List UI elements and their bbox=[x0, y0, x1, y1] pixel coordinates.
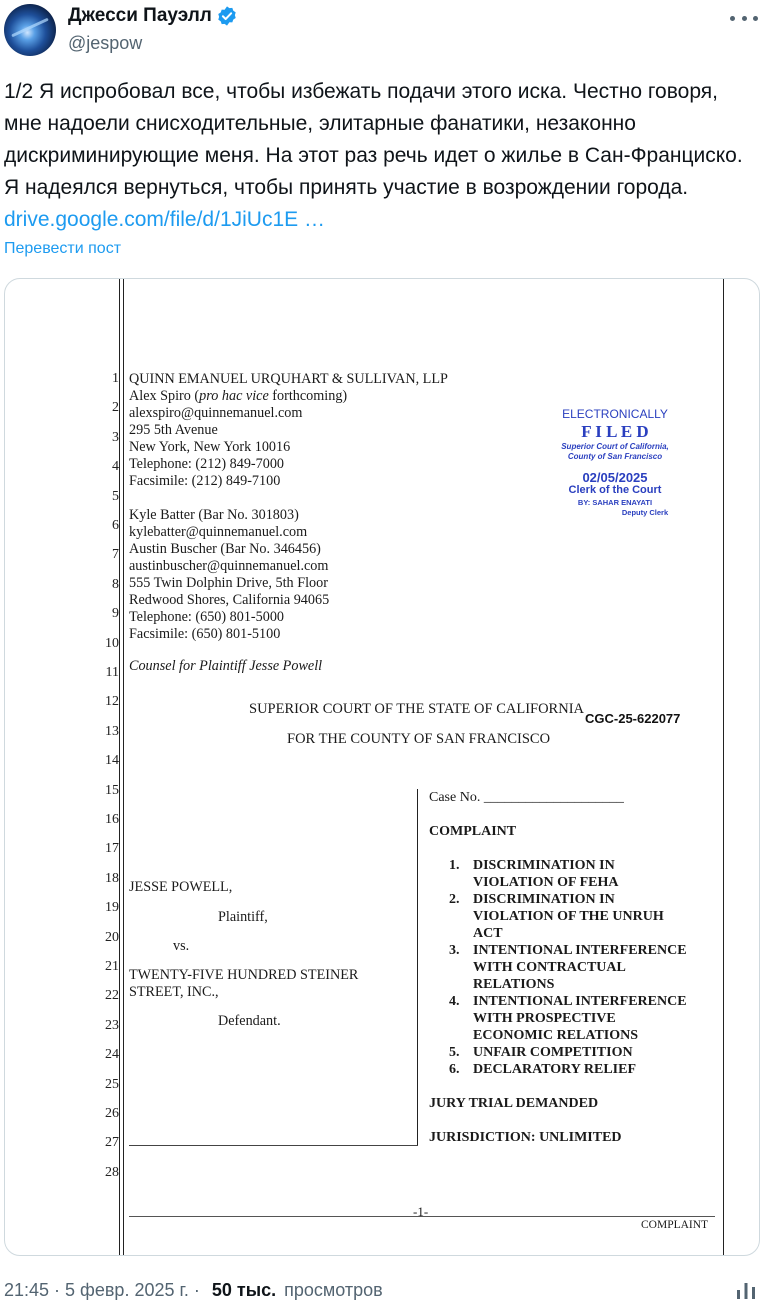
versus: vs. bbox=[173, 938, 190, 954]
translate-post-link[interactable]: Перевести пост bbox=[4, 240, 122, 257]
stamp-filed: F I L E D bbox=[581, 422, 649, 441]
attached-document-image[interactable] bbox=[4, 278, 760, 1256]
claim-text: WITH PROSPECTIVE bbox=[473, 1011, 616, 1026]
court-name: SUPERIOR COURT OF THE STATE OF CALIFORNIA bbox=[249, 701, 585, 717]
counsel-line: 295 5th Avenue bbox=[129, 422, 218, 438]
line-number: 17 bbox=[105, 841, 119, 857]
line-number: 14 bbox=[105, 753, 119, 769]
analytics-icon[interactable] bbox=[734, 1278, 758, 1302]
jurisdiction: JURISDICTION: UNLIMITED bbox=[429, 1130, 622, 1145]
line-number: 19 bbox=[105, 900, 119, 916]
stamp-county: County of San Francisco bbox=[567, 452, 663, 461]
verified-badge-icon[interactable] bbox=[216, 5, 238, 27]
stamp-court: Superior Court of California, bbox=[561, 442, 669, 451]
page-number: -1- bbox=[413, 1204, 429, 1219]
line-number: 12 bbox=[105, 694, 119, 710]
stamp-electronically: ELECTRONICALLY bbox=[562, 407, 668, 421]
counsel-line: austinbuscher@quinnemanuel.com bbox=[129, 558, 329, 574]
counsel-line: Kyle Batter (Bar No. 301803) bbox=[129, 507, 299, 523]
claim-number: 5. bbox=[449, 1045, 460, 1060]
footer-complaint: COMPLAINT bbox=[641, 1219, 709, 1231]
claim-text: VIOLATION OF FEHA bbox=[473, 875, 619, 890]
line-number: 27 bbox=[105, 1135, 119, 1151]
author-name-row bbox=[68, 5, 238, 27]
claim-text: DECLARATORY RELIEF bbox=[473, 1062, 636, 1077]
claim-text: ECONOMIC RELATIONS bbox=[473, 1028, 639, 1043]
court-county: FOR THE COUNTY OF SAN FRANCISCO bbox=[287, 731, 551, 747]
line-number: 22 bbox=[105, 988, 119, 1004]
line-number: 11 bbox=[105, 665, 119, 680]
counsel-line: New York, New York 10016 bbox=[129, 439, 291, 455]
tweet-text bbox=[4, 76, 744, 236]
line-number: 3 bbox=[112, 429, 119, 445]
views-label: просмотров bbox=[284, 1280, 383, 1300]
defendant-name-1: TWENTY-FIVE HUNDRED STEINER bbox=[129, 967, 359, 983]
claim-text: INTENTIONAL INTERFERENCE bbox=[473, 994, 687, 1009]
line-number: 6 bbox=[112, 518, 119, 533]
line-number: 23 bbox=[105, 1017, 119, 1033]
line-number: 9 bbox=[112, 606, 119, 622]
plaintiff-label: Plaintiff, bbox=[218, 909, 268, 925]
claim-text: WITH CONTRACTUAL bbox=[473, 960, 626, 975]
line-number: 26 bbox=[105, 1106, 119, 1121]
views-count: 50 тыс. bbox=[211, 1280, 277, 1300]
counsel-line: kylebatter@quinnemanuel.com bbox=[129, 524, 308, 540]
stamp-by: BY: SAHAR ENAYATI bbox=[577, 498, 653, 507]
stamp-date: 02/05/2025 bbox=[582, 470, 648, 485]
counsel-line: Alex Spiro (pro hac vice forthcoming) bbox=[129, 388, 348, 404]
tweet-header bbox=[0, 0, 762, 70]
line-number: 2 bbox=[112, 400, 119, 416]
defendant-label: Defendant. bbox=[218, 1013, 281, 1029]
tweet-link[interactable]: drive.google.com/file/d/1JiUc1E … bbox=[4, 208, 325, 231]
line-number: 4 bbox=[112, 459, 119, 475]
claim-number: 4. bbox=[449, 994, 460, 1009]
counsel-line: Redwood Shores, California 94065 bbox=[129, 592, 330, 608]
claim-number: 1. bbox=[449, 858, 460, 873]
plaintiff-name: JESSE POWELL, bbox=[129, 879, 233, 895]
line-number: 20 bbox=[105, 929, 119, 945]
claim-number: 6. bbox=[449, 1062, 460, 1077]
counsel-line: alexspiro@quinnemanuel.com bbox=[129, 405, 303, 421]
timestamp[interactable]: 21:45 · 5 февр. 2025 г. · bbox=[4, 1280, 200, 1300]
case-no-field: Case No. ____________________ bbox=[429, 790, 624, 805]
tweet-body: 1/2 Я испробовал все, чтобы избежать подачи этого иска. Честно говоря, мне надоели снисходительные, элитарные фанатики, незаконно дискриминирующие меня. На этот раз речь идет о жилье в Сан-Франциско. Я надеялся вернуться, чтобы принять участие в возрождении города. bbox=[4, 80, 743, 199]
line-number: 5 bbox=[112, 488, 119, 504]
stamp-deputy: Deputy Clerk bbox=[621, 508, 669, 517]
stamp-clerk: Clerk of the Court bbox=[568, 484, 662, 496]
line-number: 16 bbox=[105, 812, 119, 827]
line-number: 28 bbox=[105, 1164, 119, 1180]
author-display-name[interactable]: Джесси Пауэлл bbox=[68, 5, 212, 26]
claim-text: ACT bbox=[473, 926, 503, 941]
complaint-heading: COMPLAINT bbox=[429, 824, 517, 839]
counsel-line: Austin Buscher (Bar No. 346456) bbox=[129, 541, 321, 557]
claim-text: UNFAIR COMPETITION bbox=[473, 1045, 633, 1060]
claim-text: DISCRIMINATION IN bbox=[473, 858, 615, 873]
claim-number: 3. bbox=[449, 943, 460, 958]
author-handle[interactable]: @jespow bbox=[68, 33, 143, 53]
line-number: 8 bbox=[112, 576, 119, 592]
counsel-line: Facsimile: (650) 801-5100 bbox=[129, 626, 281, 642]
tweet-meta bbox=[4, 1280, 383, 1301]
line-number: 7 bbox=[112, 547, 119, 563]
jury-demand: JURY TRIAL DEMANDED bbox=[429, 1096, 599, 1111]
defendant-name-2: STREET, INC., bbox=[129, 984, 219, 1000]
case-number-stamp: CGC-25-622077 bbox=[585, 711, 681, 726]
line-number: 15 bbox=[105, 782, 119, 798]
more-options-icon[interactable] bbox=[730, 8, 758, 28]
line-number: 21 bbox=[105, 959, 119, 974]
line-number: 10 bbox=[105, 635, 119, 651]
line-number: 24 bbox=[105, 1047, 119, 1063]
avatar[interactable] bbox=[4, 4, 56, 56]
claim-number: 2. bbox=[449, 892, 460, 907]
claim-text: VIOLATION OF THE UNRUH bbox=[473, 909, 664, 924]
line-number: 13 bbox=[105, 723, 119, 739]
claim-text: RELATIONS bbox=[473, 977, 555, 992]
counsel-line: Telephone: (212) 849-7000 bbox=[129, 456, 285, 472]
firm-name: QUINN EMANUEL URQUHART & SULLIVAN, LLP bbox=[129, 371, 448, 387]
line-number: 25 bbox=[105, 1076, 119, 1092]
claim-text: INTENTIONAL INTERFERENCE bbox=[473, 943, 687, 958]
line-number: 18 bbox=[105, 870, 119, 886]
counsel-line: Telephone: (650) 801-5000 bbox=[129, 609, 285, 625]
claim-text: DISCRIMINATION IN bbox=[473, 892, 615, 907]
counsel-for-line: Counsel for Plaintiff Jesse Powell bbox=[129, 658, 323, 674]
counsel-line: 555 Twin Dolphin Drive, 5th Floor bbox=[129, 575, 328, 591]
counsel-line: Facsimile: (212) 849-7100 bbox=[129, 473, 281, 489]
line-number: 1 bbox=[112, 371, 119, 386]
court-document bbox=[5, 279, 760, 1256]
